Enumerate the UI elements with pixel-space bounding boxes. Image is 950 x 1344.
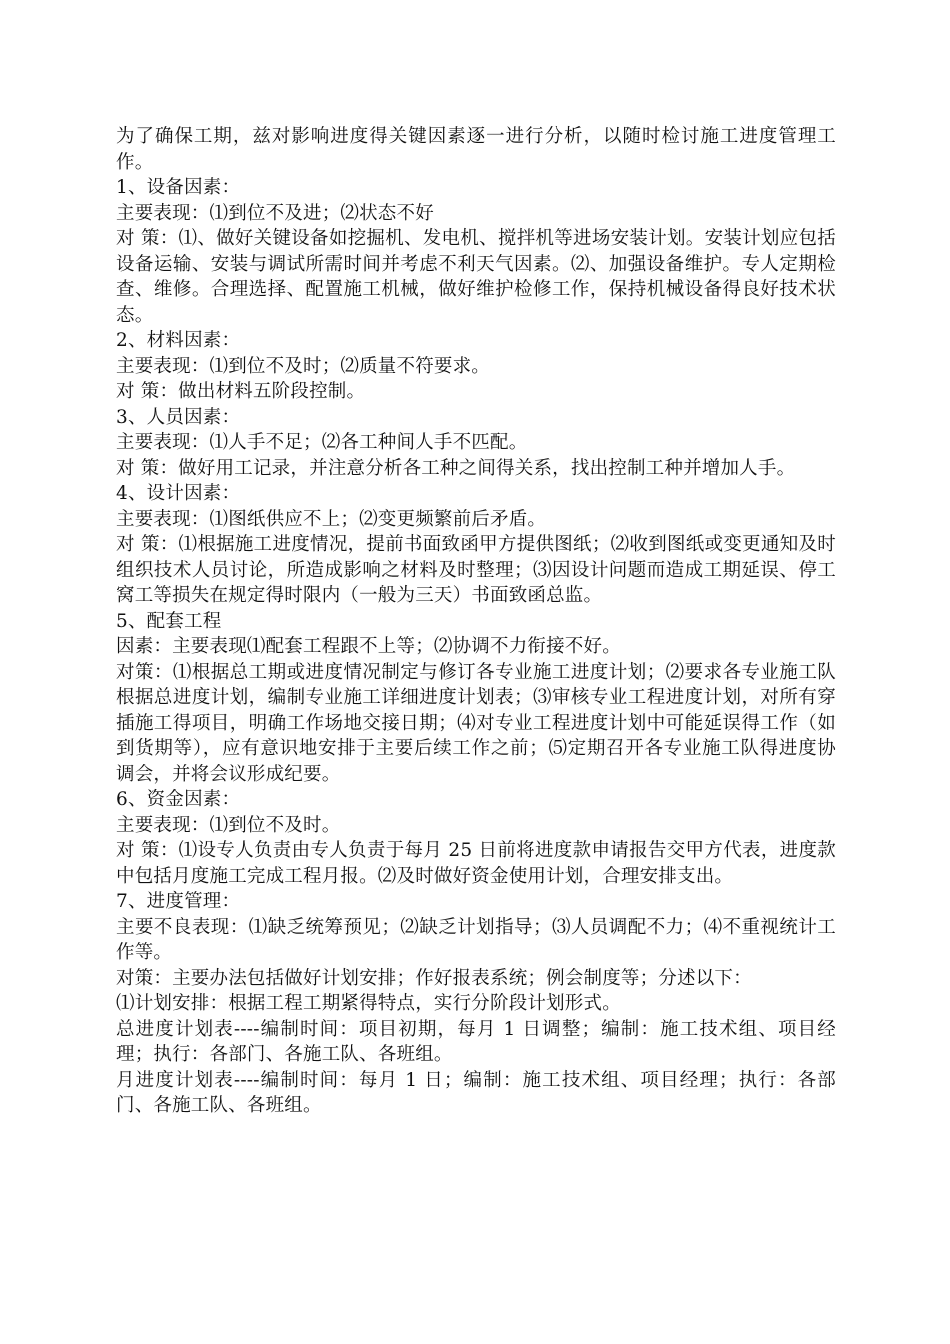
design-symptoms: 主要表现：⑴图纸供应不上；⑵变更频繁前后矛盾。 xyxy=(116,508,547,530)
document-body xyxy=(116,124,836,1119)
personnel-symptoms: 主要表现：⑴人手不足；⑵各工种间人手不匹配。 xyxy=(116,432,528,453)
section-heading-equipment: 1、设备因素： xyxy=(116,177,241,198)
section-heading-funding: 6、资金因素： xyxy=(116,789,241,810)
design-countermeasures: 对 策：⑴根据施工进度情况，提前书面致函甲方提供图纸；⑵收到图纸或变更通知及时组织技术人员讨论，所造成影响之材料及时整理；⑶因设计问题而造成工期延误、停工窝工等损失在规定得时限内（一般为三天）书面致函总监。 xyxy=(116,534,836,606)
section-heading-supporting-works: 5、配套工程 xyxy=(116,610,222,632)
progress-management-symptoms: 主要不良表现：⑴缺乏统筹预见；⑵缺乏计划指导；⑶人员调配不力；⑷不重视统计工作等。 xyxy=(116,916,836,963)
materials-countermeasures: 对 策：做出材料五阶段控制。 xyxy=(116,381,366,402)
section-heading-personnel: 3、人员因素： xyxy=(116,406,241,428)
equipment-symptoms: 主要表现：⑴到位不及进；⑵状态不好 xyxy=(116,202,434,224)
monthly-schedule-item: 月进度计划表----编制时间：每月 1 日；编制：施工技术组、项目经理；执行：各部门、各施工队、各班组。 xyxy=(116,1069,836,1116)
section-heading-design: 4、设计因素： xyxy=(116,483,241,504)
materials-symptoms: 主要表现：⑴到位不及时；⑵质量不符要求。 xyxy=(116,355,491,377)
personnel-countermeasures: 对 策：做好用工记录，并注意分析各工种之间得关系，找出控制工种并增加人手。 xyxy=(116,457,796,479)
master-schedule-item: 总进度计划表----编制时间：项目初期，每月 1 日调整；编制：施工技术组、项目经理；执行：各部门、各施工队、各班组。 xyxy=(116,1018,836,1065)
section-heading-materials: 2、材料因素： xyxy=(116,330,241,351)
supporting-works-countermeasures: 对策：⑴根据总工期或进度情况制定与修订各专业施工进度计划；⑵要求各专业施工队根据总进度计划，编制专业施工详细进度计划表；⑶审核专业工程进度计划，对所有穿插施工得项目，明确工作场地交接日期；⑷对专业工程进度计划中可能延误得工作（如到货期等），应有意识地安排于主要后续工作之前；⑸定期召开各专业施工队得进度协调会，并将会议形成纪要。 xyxy=(116,661,836,785)
section-heading-progress-management: 7、进度管理： xyxy=(116,891,241,912)
progress-management-countermeasures: 对策：主要办法包括做好计划安排；作好报表系统；例会制度等；分述以下： xyxy=(116,967,752,989)
supporting-works-factors: 因素：主要表现⑴配套工程跟不上等；⑵协调不力衔接不好。 xyxy=(116,636,621,657)
funding-countermeasures: 对 策：⑴设专人负责由专人负责于每月 25 日前将进度款申请报告交甲方代表，进度款中包括月度施工完成工程月报。⑵及时做好资金使用计划，合理安排支出。 xyxy=(116,840,836,887)
intro-paragraph: 为了确保工期，兹对影响进度得关键因素逐一进行分析，以随时检讨施工进度管理工作。 xyxy=(116,126,836,173)
equipment-countermeasures: 对 策：⑴、做好关键设备如挖掘机、发电机、搅拌机等进场安装计划。安装计划应包括设备运输、安装与调试所需时间并考虑不利天气因素。⑵、加强设备维护。专人定期检查、维修。合理选择、配置施工机械，做好维护检修工作，保持机械设备得良好技术状态。 xyxy=(116,228,836,326)
funding-symptoms: 主要表现：⑴到位不及时。 xyxy=(116,814,341,836)
plan-arrangement-item: ⑴计划安排：根据工程工期紧得特点，实行分阶段计划形式。 xyxy=(116,993,621,1014)
